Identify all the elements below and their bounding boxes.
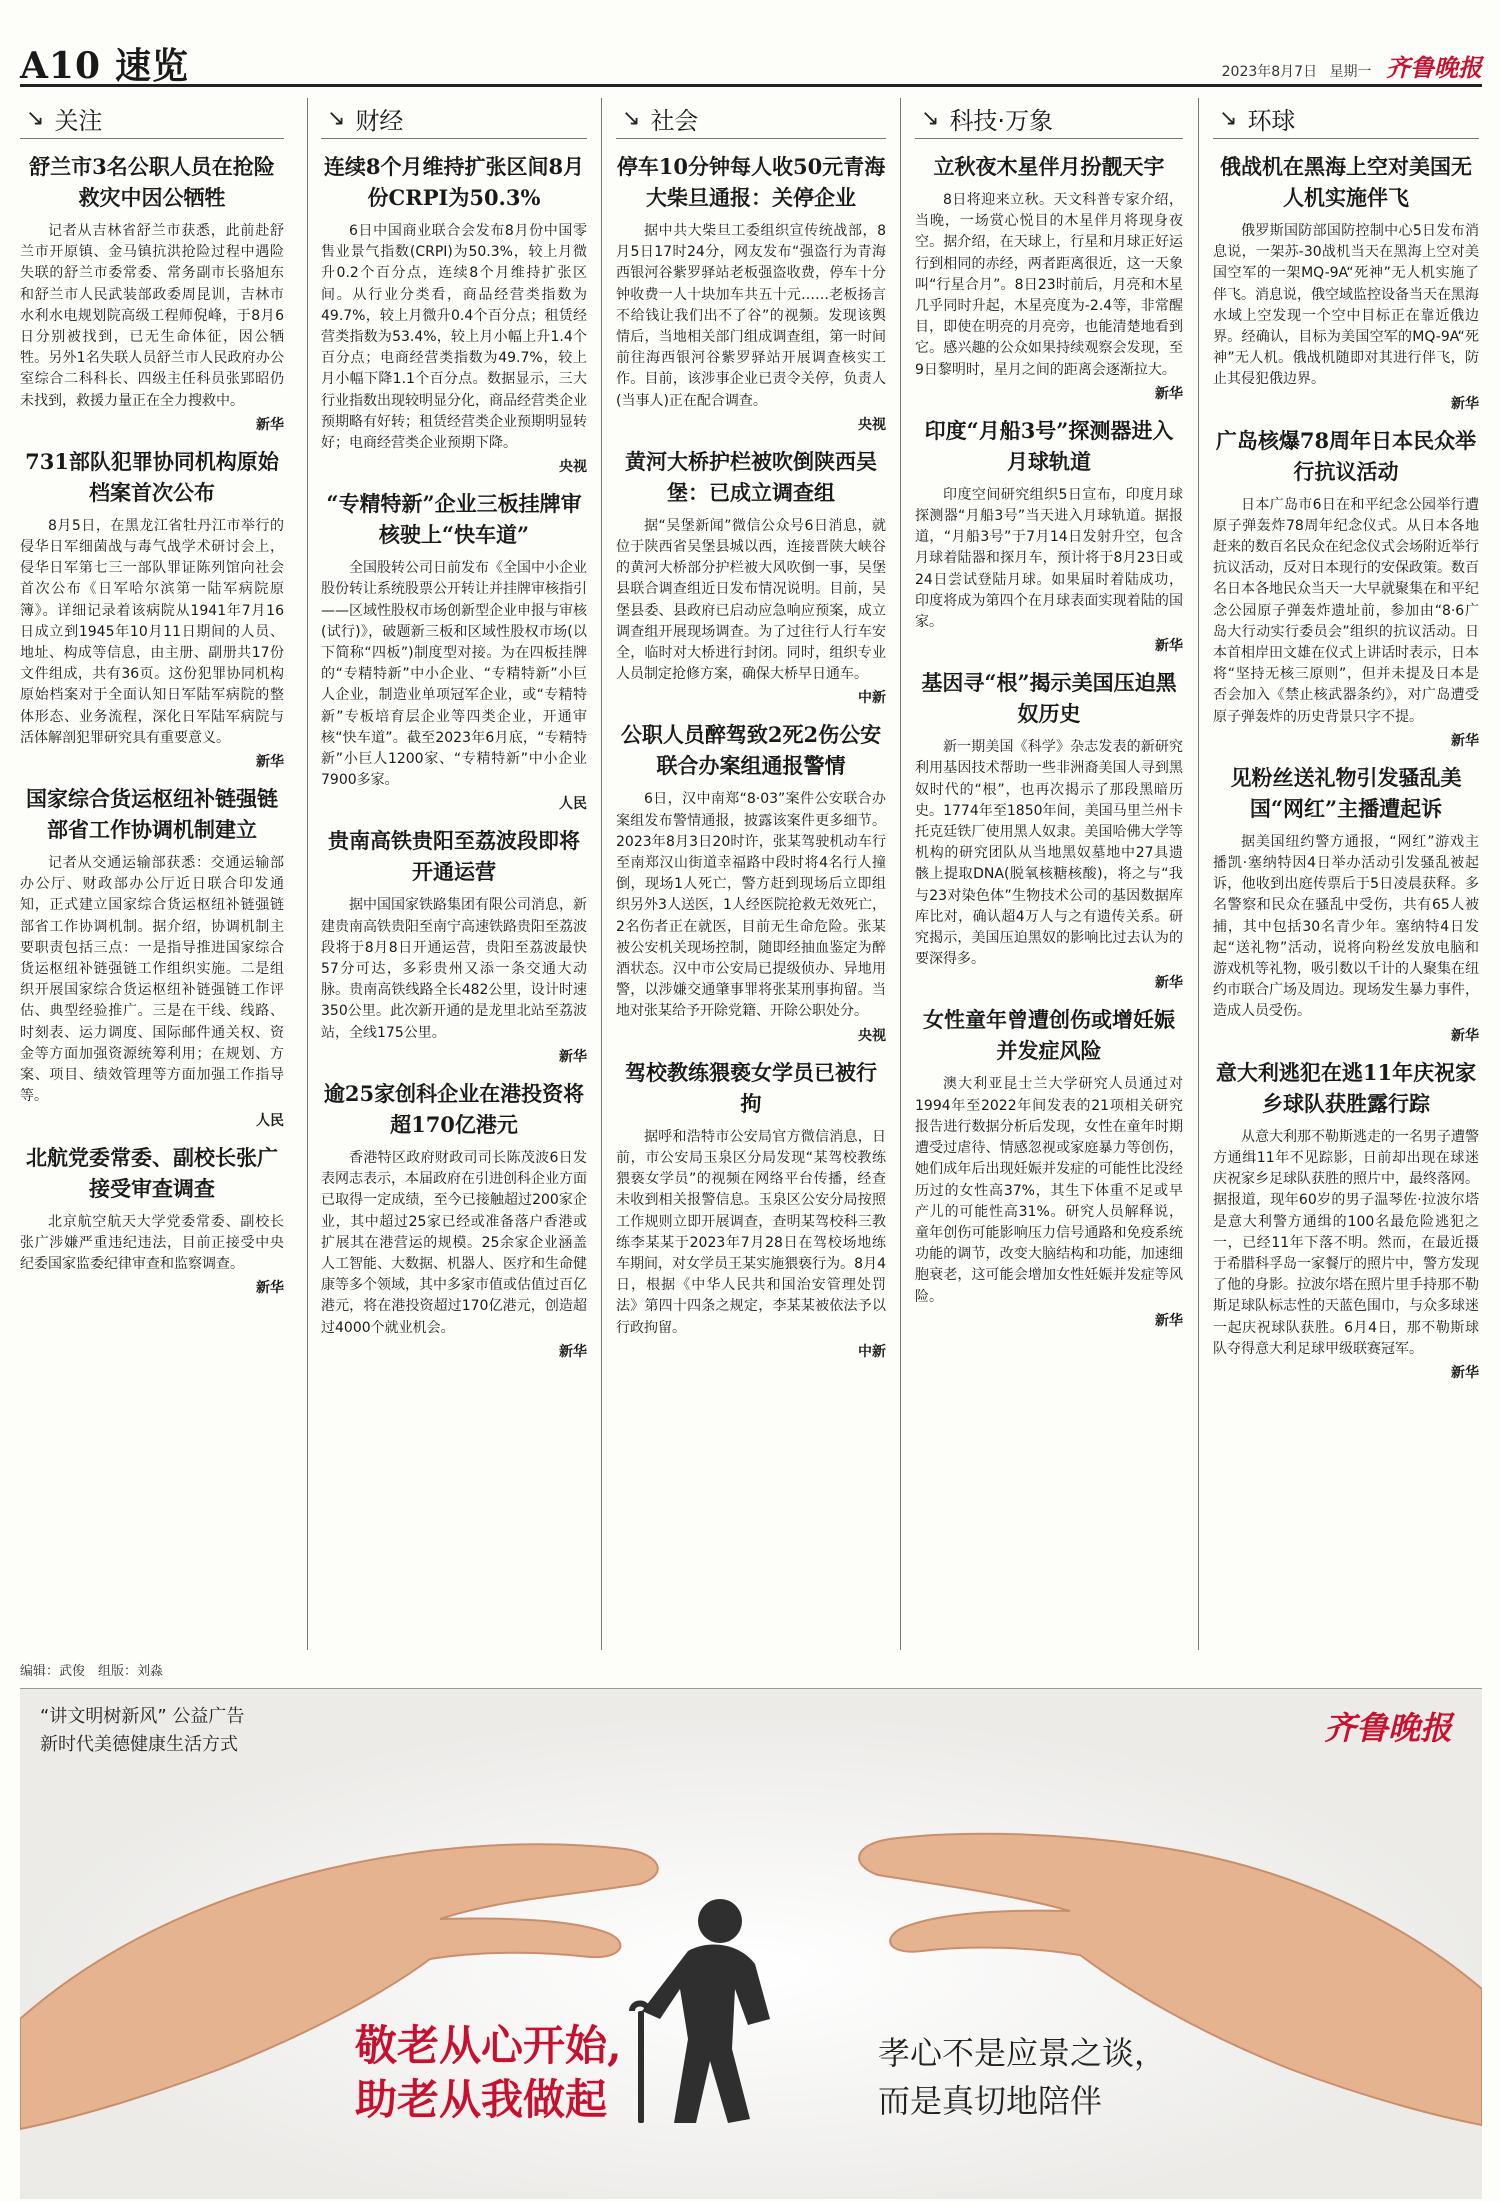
column-divider — [1198, 98, 1199, 1650]
column-tag-label: 环球 — [1247, 106, 1296, 135]
article-headline[interactable]: 逾25家创科企业在港投资将超170亿港元 — [323, 1080, 585, 1137]
article — [20, 783, 284, 1129]
column-tag — [616, 98, 886, 139]
article — [616, 446, 886, 708]
column-tag-label: 关注 — [54, 106, 103, 135]
column-tag — [321, 98, 587, 139]
article — [915, 415, 1183, 655]
article-headline[interactable]: 731部队犯罪协同机构原始档案首次公布 — [25, 448, 279, 505]
article-headline[interactable]: 贵南高铁贵阳至荔波段即将开通运营 — [328, 828, 580, 885]
article-source: 新华 — [1155, 638, 1183, 655]
column-finance — [321, 98, 587, 1650]
issue-date: 2023年8月7日 — [1221, 64, 1318, 80]
article — [1213, 1057, 1479, 1382]
article-body: 新一期美国《科学》杂志发表的新研究利用基因技术帮助一些非洲裔美国人寻到黑奴时代的“根”，也再次揭示了那段黑暗历史。1774年至1850年间，美国马里兰州卡托克廷铁厂使用黑人奴隶。美国哈佛大学等机构的研究团队从当地黑奴墓地中27具遗骸上提取DNA(脱氧核糖核酸)，将之与“我与23对染色体”生物技术公司的基因数据库库比对，确认超4万人与之有遗传关系。研究揭示，美国压迫黑奴的影响比过去认为的要深得多。 — [915, 739, 1183, 968]
article-body: 印度空间研究组织5日宣布，印度月球探测器“月船3号”当天进入月球轨道。据报道，“月船3号”于7月14日发射升空，包含月球着陆器和探月车，预计将于8月23日或24日尝试登陆月球。如果届时着陆成功，印度将成为第四个在月球表面实现着陆的国家。 — [915, 486, 1183, 631]
article — [915, 1004, 1183, 1329]
article-source: 新华 — [256, 754, 284, 771]
article-body: 记者从交通运输部获悉：交通运输部办公厅、财政部办公厅近日联合印发通知，正式建立国家综合货运枢纽补链强链部省工作协调机制。据介绍，协调机制主要职责包括三点：一是指导推进国家综合货运枢纽补链强链工作组织实施。二是组织开展国家综合货运枢纽补链强链工作评估、典型经验推广。三是在干线、线路、时刻表、运力调度、国际邮件通关权、资金等方面加强资源统筹利用；在规划、方案、项目、绩效管理等方面加强工作指导等。 — [20, 855, 284, 1105]
article — [321, 1078, 587, 1361]
article-source: 新华 — [1451, 1027, 1479, 1044]
article-headline[interactable]: 公职人员醉驾致2死2伤公安联合办案组通报警情 — [620, 722, 882, 779]
ad-slogan-red-line2: 助老从我做起 — [355, 2075, 608, 2124]
article-body: 俄罗斯国防部国防控制中心5日发布消息说，一架苏-30战机当天在黑海上空对美国空军的一架MQ-9A“死神”无人机实施了伴飞。消息说，俄空域监控设备当天在黑海水域上空发现一个空中目标正在靠近俄边界。经确认，目标为美国空军的MQ-9A“死神”无人机。俄战机随即对其进行伴飞，防止其侵犯俄边界。 — [1213, 223, 1479, 388]
article-source: 中新 — [858, 1343, 886, 1360]
article-source: 人民 — [256, 1112, 284, 1129]
article-source: 新华 — [1155, 975, 1183, 992]
article — [20, 1142, 284, 1298]
article-headline[interactable]: 广岛核爆78周年日本民众举行抗议活动 — [1215, 427, 1477, 484]
article — [1213, 762, 1479, 1045]
ad-slogan-red-line1: 敬老从心开始, — [355, 2021, 622, 2070]
article-headline[interactable]: 见粉丝送礼物引发骚乱美国“网红”主播遭起诉 — [1230, 764, 1462, 821]
article-headline[interactable]: 女性童年曾遭创伤或增妊娠并发症风险 — [923, 1007, 1175, 1064]
article-source: 央视 — [858, 416, 886, 433]
column-science — [915, 98, 1183, 1650]
article-headline[interactable]: 停车10分钟每人收50元青海大柴旦通报：关停企业 — [616, 154, 886, 210]
column-society — [616, 98, 886, 1650]
article-source: 中新 — [858, 690, 886, 707]
article-headline[interactable]: 驾校教练猥亵女学员已被行拘 — [625, 1059, 877, 1116]
article-body: 从意大利那不勒斯逃走的一名男子遭警方通缉11年不见踪影，日前却出现在球迷庆祝家乡足球队获胜的照片中，最终落网。据报道，现年60岁的男子温琴佐·拉波尔塔是意大利警方通缉的100名最危险逃犯之一，已经11年下落不明。然而，在最近摄于希腊科孚岛一家餐厅的照片中，警方发现了他的身影。拉波尔塔在照片里手持那不勒斯足球队标志性的天蓝色围巾，与众多球迷一起庆祝球队获胜。6月4日，那不勒斯球队夺得意大利足球甲级联赛冠军。 — [1213, 1128, 1479, 1357]
article-body: 香港特区政府财政司司长陈茂波6日发表网志表示，本届政府在引进创科企业方面已取得一定成绩，至今已接触超过200家企业，其中超过25家已经或准备落户香港或扩展其在港营运的规模。25余家企业涵盖人工智能、大数据、机器人、医疗和生命健康等多个领域，其中多家市值或估值过百亿港元，将在港投资超过170亿港元，创造超过4000个就业机会。 — [321, 1149, 587, 1336]
column-tag — [1213, 98, 1479, 139]
article-source: 新华 — [1155, 385, 1183, 402]
ad-newspaper-logo: 齐鲁晚报 — [1323, 1709, 1452, 1747]
issue-weekday: 星期一 — [1329, 64, 1372, 80]
article-headline[interactable]: 黄河大桥护栏被吹倒陕西吴堡：已成立调查组 — [625, 448, 877, 505]
article-body: 北京航空航天大学党委常委、副校长张广涉嫌严重违纪违法，目前正接受中央纪委国家监委纪律审查和监察调查。 — [20, 1213, 284, 1272]
article — [321, 151, 587, 476]
ad-slogan-black — [878, 2029, 1166, 2125]
tag-arrow-icon: ↘ — [1219, 105, 1238, 131]
article-body: 记者从吉林省舒兰市获悉，此前赴舒兰市开原镇、金马镇抗洪抢险过程中遇险失联的舒兰市委常委、常务副市长骆旭东和舒兰市人民武装部政委周昆训，吉林市水利水电规划院高级工程师倪峰，于8月6日分别被找到，已无生命体征，因公牺牲。另外1名失联人员舒兰市人民政府办公室综合二科科长、四级主任科员张郢昭仍未找到，救援力量正在全力搜救中。 — [20, 223, 284, 409]
article-source: 新华 — [559, 1343, 587, 1360]
article-headline[interactable]: 北航党委常委、副校长张广接受审查调查 — [26, 1144, 278, 1201]
article-source: 新华 — [1451, 732, 1479, 749]
column-tag — [915, 98, 1183, 139]
article-source: 人民 — [559, 796, 587, 813]
article-headline[interactable]: “专精特新”企业三板挂牌审核驶上“快车道” — [326, 491, 582, 548]
article-body: 澳大利亚昆士兰大学研究人员通过对1994年至2022年间发表的21项相关研究报告进行数据分析后发现，女性在童年时期遭受过虐待、情感忽视或家庭暴力等创伤，她们成年后出现妊娠并发症的可能性比没经历过的女性高37%，其生下体重不足或早产儿的可能性高31%。研究人员解释说，童年创伤可能影响压力信号通路和免疫系统功能的调节，改变大脑结构和功能，加速细胞衰老，这可能会增加女性妊娠并发症等风险。 — [915, 1076, 1183, 1305]
article-source: 新华 — [1451, 395, 1479, 412]
article-body: 全国股转公司日前发布《全国中小企业股份转让系统股票公开转让并挂牌审核指引——区域性股权市场创新型企业申报与审核(试行)》，破题新三板和区域性股权市场(以下简称“四板”)制度型对接。为在四板挂牌的“专精特新”中小企业、“专精特新”小巨人企业，制造业单项冠军企业，或“专精特新”专板培育层企业等四类企业，开通审核“快车道”。截至2023年6月底，“专精特新”小巨人1200家、“专精特新”中小企业7900多家。 — [321, 560, 587, 789]
column-world — [1213, 98, 1479, 1650]
page-header — [20, 38, 1482, 87]
column-tag-label: 社会 — [650, 106, 699, 135]
article — [915, 151, 1183, 403]
article-body: 据美国纽约警方通报，“网红”游戏主播凯·塞纳特因4日举办活动引发骚乱被起诉，他收到出庭传票后于5日凌晨获释。多名警察和民众在骚乱中受伤，共有65人被捕，其中包括30名青少年。塞纳特4日发起“送礼物”活动，说将向粉丝发放电脑和游戏机等礼物，吸引数以千计的人聚集在纽约市联合广场及周边。现场发生暴力事件，造成人员受伤。 — [1213, 833, 1479, 1020]
article-body: 日本广岛市6日在和平纪念公园举行遭原子弹轰炸78周年纪念仪式。从日本各地赶来的数百名民众在纪念仪式会场附近举行抗议活动，反对日本现行的安保政策。数百名日本各地民众当天一大早就聚集在和平纪念公园原子弹轰炸遗址前，参加由“8·6广岛大行动实行委员会”组织的抗议活动。日本首相岸田文雄在仪式上讲话时表示，日本将“坚持无核三原则”，但并未提及日本是否会加入《禁止核武器条约》，对广岛遭受原子弹轰炸的历史背景只字不提。 — [1213, 496, 1479, 725]
column-divider — [900, 98, 901, 1650]
page-number — [20, 38, 189, 89]
article-headline[interactable]: 俄战机在黑海上空对美国无人机实施伴飞 — [1220, 154, 1472, 210]
article-source: 新华 — [256, 1280, 284, 1297]
page-number-text: A10 — [20, 45, 102, 87]
article — [20, 446, 284, 771]
article — [1213, 151, 1479, 413]
article-body: 8日将迎来立秋。天文科普专家介绍，当晚，一场赏心悦目的木星伴月将现身夜空。据介绍，在天球上，行星和月球正好运行到相同的赤经，两者距离很近，这一天象叫“行星合月”。8日23时前后，月亮和木星几乎同时升起，木星亮度为-2.4等，非常醒目，即使在明亮的月亮旁，也能清楚地看到它。感兴趣的公众如果持续观察会发现，至9日黎明时，星月之间的距离会逐渐拉大。 — [915, 192, 1183, 378]
editor-credit: 编辑：武俊 组版：刘淼 — [20, 1664, 164, 1679]
article — [321, 825, 587, 1065]
newspaper-logo: 齐鲁晚报 — [1386, 53, 1482, 82]
article-headline[interactable]: 印度“月船3号”探测器进入月球轨道 — [924, 417, 1174, 474]
article — [1213, 425, 1479, 750]
article-source: 央视 — [858, 1027, 886, 1044]
article-headline[interactable]: 舒兰市3名公职人员在抢险救灾中因公牺牲 — [29, 154, 275, 210]
section-name: 速览 — [115, 45, 190, 87]
column-tag — [20, 98, 284, 139]
article-body: 6日，汉中南郑“8·03”案件公安联合办案组发布警情通报，披露该案件更多细节。2023年8月3日20时许，张某驾驶机动车行至南郑汉山街道幸福路中段时将4名行人撞倒，现场1人死亡，警方赶到现场后立即组织另外3人送医，1人经医院抢救无效死亡，2名伤者正在就医，目前无生命危险。张某被公安机关现场控制，随即经抽血鉴定为醉酒状态。汉中市公安局已提级侦办、异地用警，以涉嫌交通肇事罪将张某刑事拘留。当地对张某给予开除党籍、开除公职处分。 — [616, 791, 886, 1020]
article-headline[interactable]: 国家综合货运枢纽补链强链部省工作协调机制建立 — [26, 786, 278, 843]
article-body: 据中国国家铁路集团有限公司消息，新建贵南高铁贵阳至南宁高速铁路贵阳至荔波段将于8月8日开通运营，贵阳至荔波最快57分可达，多彩贵州又添一条交通大动脉。贵南高铁线路全长482公里，设计时速350公里。此次新开通的是龙里北站至荔波站，全线175公里。 — [321, 897, 587, 1041]
article-body: 6日中国商业联合会发布8月份中国零售业景气指数(CRPI)为50.3%，较上月微升0.2个百分点，连续8个月维持扩张区间。从行业分类看，商品经营类指数为49.7%，较上月微升0.4个百分点；租赁经营类指数为53.4%，较上月小幅上升1.4个百分点；电商经营类指数为49.7%，较上月小幅下降1.1个百分点。数据显示，三大行业指数出现较明显分化，商品经营类企业预期略有好转；租赁经营类企业预期明显转好；电商经营类企业预期下降。 — [321, 223, 587, 452]
article-headline[interactable]: 意大利逃犯在逃11年庆祝家乡球队获胜露行踪 — [1215, 1059, 1477, 1116]
ad-illustration — [20, 1689, 1482, 2199]
public-service-ad — [20, 1688, 1482, 2199]
article-source: 新华 — [1451, 1364, 1479, 1381]
article-body: 8月5日，在黑龙江省牡丹江市举行的侵华日军细菌战与毒气战学术研讨会上，侵华日军第七三一部队罪证陈列馆向社会首次公布《日军哈尔滨第一陆军病院原簿》。详细记录着该病院从1941年7月16日成立到1945年10月11日期间的人员、地址、构成等信息，由主册、副册共17份文件组成，共有36页。这份犯罪协同机构原始档案对于全面认知日军陆军病院的整体形态、业务流程，深化日军陆军病院与活体解剖犯罪研究具有重要意义。 — [20, 517, 284, 746]
tag-arrow-icon: ↘ — [921, 105, 940, 131]
ad-slogan-black-line1: 孝心不是应景之谈， — [878, 2034, 1167, 2072]
article — [20, 151, 284, 434]
article — [915, 667, 1183, 992]
ad-caption-line1: “讲文明树新风” 公益广告 — [40, 1706, 245, 1727]
news-columns — [20, 98, 1482, 1650]
ad-slogan-black-line2: 而是真切地陪伴 — [878, 2082, 1103, 2120]
column-tag-label: 财经 — [355, 106, 404, 135]
article-source: 央视 — [559, 459, 587, 476]
tag-arrow-icon: ↘ — [26, 105, 45, 131]
ad-caption — [40, 1703, 244, 1759]
article-source: 新华 — [1155, 1312, 1183, 1329]
ad-caption-line2: 新时代美德健康生活方式 — [40, 1734, 238, 1755]
column-focus — [20, 98, 284, 1650]
article — [616, 719, 886, 1044]
tag-arrow-icon: ↘ — [327, 105, 346, 131]
ad-slogan-red — [355, 2019, 622, 2127]
article-source: 新华 — [559, 1048, 587, 1065]
article — [616, 1057, 886, 1361]
article-body: 据呼和浩特市公安局官方微信消息，日前，市公安局玉泉区分局发现“某驾校教练猥亵女学员”的视频在网络平台传播，经查未收到相关报警信息。玉泉区公安分局按照工作规则立即开展调查，查明某驾校科三教练李某某于2023年7月28日在驾校场地练车期间，对女学员王某实施猥亵行为。8月4日，根据《中华人民共和国治安管理处罚法》第四十四条之规定，李某某被依法予以行政拘留。 — [616, 1128, 886, 1336]
article-body: 据“吴堡新闻”微信公众号6日消息，就位于陕西省吴堡县城以西，连接晋陕大峡谷的黄河大桥部分护栏被大风吹倒一事，吴堡县联合调查组近日发布情况说明。目前，吴堡县委、县政府已启动应急响应预案，成立调查组开展现场调查。为了过往行人行车安全，临时对大桥进行封闭。同时，组织专业人员制定抢修方案，确保大桥早日通车。 — [616, 517, 886, 683]
column-divider — [307, 98, 308, 1650]
article — [616, 151, 886, 434]
article-headline[interactable]: 立秋夜木星伴月扮靓天宇 — [933, 154, 1165, 179]
article — [321, 488, 587, 813]
article-source: 新华 — [256, 416, 284, 433]
column-divider — [601, 98, 602, 1650]
article-body: 据中共大柴旦工委组织宣传统战部，8月5日17时24分，网友发布“强盗行为青海西银河谷紫罗驿站老板强盗收费，停车十分钟收费一人十块加车共五十元……老板扬言不给钱让我们出不了谷”的视频。发现该舆情后，当地相关部门组成调查组，第一时间前往海西银河谷紫罗驿站开展调查核实工作。目前，该涉事企业已责令关停，负责人(当事人)正在配合调查。 — [616, 223, 886, 409]
article-headline[interactable]: 基因寻“根”揭示美国压迫黑奴历史 — [921, 670, 1177, 727]
header-meta — [1222, 48, 1482, 83]
article-headline[interactable]: 连续8个月维持扩张区间8月份CRPI为50.3% — [323, 154, 585, 210]
column-tag-label: 科技·万象 — [949, 106, 1054, 135]
tag-arrow-icon: ↘ — [622, 105, 641, 131]
